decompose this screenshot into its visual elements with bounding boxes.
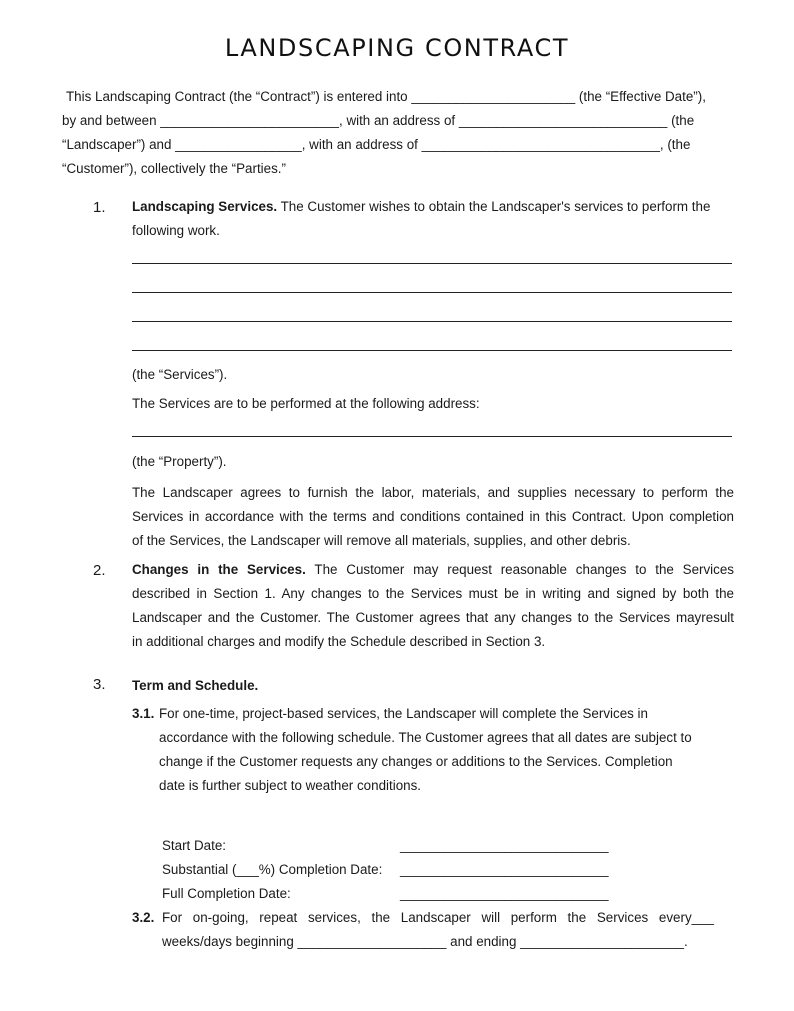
- section-3-1-line-4: date is further subject to weather conditions.: [159, 778, 422, 793]
- section-2-heading: Changes in the Services.: [132, 562, 306, 577]
- section-2-line-2: described in Section 1. Any changes to the Services must be in writing and signed by both the: [132, 586, 734, 601]
- property-blank-line: [132, 436, 732, 437]
- full-completion-field[interactable]: ____________________________: [400, 886, 609, 901]
- services-blank-line-3: [132, 321, 732, 322]
- intro-line-3: “Landscaper”) and _________________, with an address of ________________________________, (the: [62, 137, 691, 152]
- address-intro: The Services are to be performed at the following address:: [132, 396, 480, 411]
- section-3-1-line-2: accordance with the following schedule. The Customer agrees that all dates are subject to: [159, 730, 692, 745]
- section-3-1-line-1: For one-time, project-based services, the Landscaper will complete the Services in: [159, 706, 648, 721]
- services-blank-line-2: [132, 292, 732, 293]
- section-3-number: 3.: [93, 676, 106, 693]
- services-blank-line-1: [132, 263, 732, 264]
- substantial-completion-field[interactable]: ____________________________: [400, 862, 609, 877]
- section-1-para-line-1: The Landscaper agrees to furnish the labor, materials, and supplies necessary to perform the: [132, 485, 734, 500]
- substantial-completion-label: Substantial (___%) Completion Date:: [162, 862, 383, 877]
- property-label: (the “Property”).: [132, 454, 227, 469]
- section-1-heading: Landscaping Services.: [132, 199, 278, 214]
- document-title: LANDSCAPING CONTRACT: [224, 34, 570, 62]
- section-3-1-line-3: change if the Customer requests any changes or additions to the Services. Completion: [159, 754, 673, 769]
- services-label: (the “Services”).: [132, 367, 228, 382]
- section-3-1-number: 3.1.: [132, 706, 155, 721]
- services-blank-line-4: [132, 350, 732, 351]
- intro-line-4: “Customer”), collectively the “Parties.”: [62, 161, 286, 176]
- section-3-heading: Term and Schedule.: [132, 678, 259, 693]
- start-date-label: Start Date:: [162, 838, 227, 853]
- section-1-para-line-3: of the Services, the Landscaper will remove all materials, supplies, and other debris.: [132, 533, 631, 548]
- section-2-line-3: Landscaper and the Customer. The Customer agrees that any changes to the Services mayresult: [132, 610, 734, 625]
- intro-line-2: by and between ________________________, with an address of ____________________________ (the: [62, 113, 695, 128]
- section-1-text-1: The Customer wishes to obtain the Landscaper's services to perform the: [280, 199, 711, 214]
- section-1-para-line-2: Services in accordance with the terms and conditions contained in this Contract. Upon completion: [132, 509, 734, 524]
- section-1-text-2: following work.: [132, 223, 220, 238]
- start-date-field[interactable]: ____________________________: [400, 838, 609, 853]
- section-2-text-1: The Customer may request reasonable changes to the Services: [314, 562, 734, 577]
- section-3-2-line-2: weeks/days beginning ____________________ and ending ______________________.: [162, 934, 688, 949]
- section-1-line-1: [132, 199, 710, 214]
- section-2-line-1: [132, 562, 734, 577]
- section-2-number: 2.: [93, 562, 106, 579]
- section-1-number: 1.: [93, 199, 106, 216]
- section-2-line-4: in additional charges and modify the Schedule described in Section 3.: [132, 634, 546, 649]
- full-completion-label: Full Completion Date:: [162, 886, 291, 901]
- section-3-2-line-1: For on-going, repeat services, the Landscaper will perform the Services every___: [162, 910, 714, 925]
- intro-line-1: This Landscaping Contract (the “Contract”) is entered into ______________________ (the “Effective Date”),: [66, 89, 706, 104]
- section-3-2-number: 3.2.: [132, 910, 155, 925]
